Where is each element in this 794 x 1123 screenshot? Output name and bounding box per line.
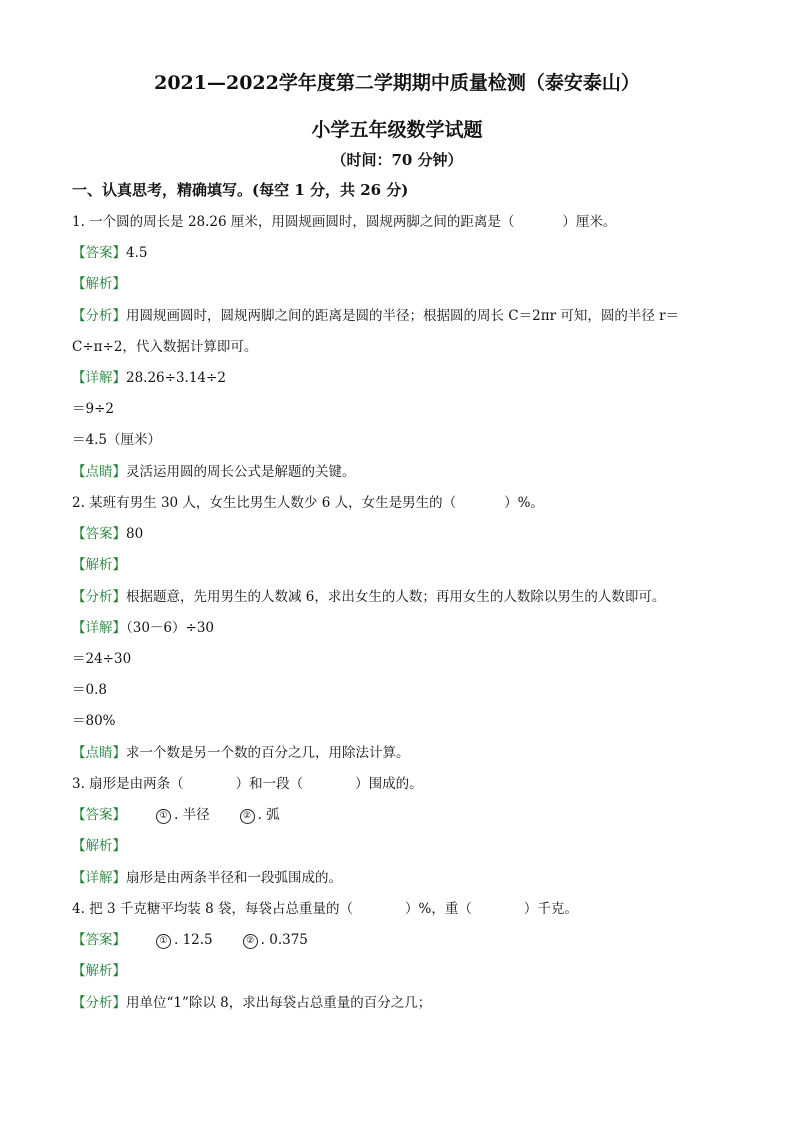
question-2-jiexi	[72, 556, 732, 574]
circled-one-icon: ①	[156, 934, 171, 949]
question-4-jiexi	[72, 962, 732, 980]
fenxi-label: 【分析】	[72, 995, 126, 1011]
question-2-step: ＝80%	[72, 713, 116, 729]
circled-two-icon: ②	[243, 934, 258, 949]
dianjing-label: 【点睛】	[72, 464, 126, 480]
question-3-detail: 【详解】扇形是由两条半径和一段弧围成的。	[72, 870, 342, 886]
question-2-stem: 2. 某班有男生 30 人，女生比男生人数少 6 人，女生是男生的（ ）%。	[72, 495, 544, 511]
answer-label: 【答案】	[72, 526, 126, 542]
question-1-stem: 1. 一个圆的周长是 28.26 厘米，用圆规画圆时，圆规两脚之间的距离是（ ）厘米。	[72, 214, 617, 230]
question-1-analysis-cont: C÷π÷2，代入数据计算即可。	[72, 339, 258, 355]
question-1-detail: 【详解】28.26÷3.14÷2	[72, 370, 226, 386]
question-3-stem: 3. 扇形是由两条（ ）和一段（ ）围成的。	[72, 776, 423, 792]
xiangjie-label: 【详解】	[72, 620, 126, 636]
circled-two-icon: ②	[240, 809, 255, 824]
question-2-tip: 【点睛】求一个数是另一个数的百分之几，用除法计算。	[72, 745, 410, 761]
xiangjie-label: 【详解】	[72, 870, 126, 886]
question-4-answer: 【答案】 ① . 12.5 ② . 0.375	[72, 932, 308, 948]
exam-time: （时间：70 分钟）	[331, 151, 463, 169]
question-2-detail: 【详解】（30－6）÷30	[72, 620, 215, 636]
question-3-jiexi	[72, 837, 732, 855]
circled-one-icon: ①	[156, 809, 171, 824]
document-title: 2021—2022学年度第二学期期中质量检测（泰安泰山）	[154, 72, 640, 94]
fenxi-label: 【分析】	[72, 589, 126, 605]
question-2-step: ＝0.8	[72, 682, 107, 698]
answer-label: 【答案】	[72, 807, 126, 823]
question-1-tip: 【点睛】灵活运用圆的周长公式是解题的关键。	[72, 464, 356, 480]
question-1-step: ＝4.5（厘米）	[72, 432, 161, 448]
section-heading: 一、认真思考，精确填写。(每空 1 分，共 26 分)	[72, 181, 409, 199]
jiexi-label: 【解析】	[72, 963, 126, 979]
question-1-analysis: 【分析】用圆规画圆时，圆规两脚之间的距离是圆的半径；根据圆的周长 C＝2πr 可知，圆的半径 r＝	[72, 308, 680, 324]
document-subtitle: 小学五年级数学试题	[311, 119, 483, 141]
xiangjie-label: 【详解】	[72, 370, 126, 386]
question-4-analysis: 【分析】用单位“1”除以 8，求出每袋占总重量的百分之几；	[72, 995, 432, 1011]
question-1-answer: 【答案】4.5	[72, 245, 148, 261]
jiexi-label: 【解析】	[72, 838, 126, 854]
question-2-answer: 【答案】80	[72, 526, 144, 542]
dianjing-label: 【点睛】	[72, 745, 126, 761]
question-1-step: ＝9÷2	[72, 401, 114, 417]
answer-label: 【答案】	[72, 932, 126, 948]
question-1-jiexi	[72, 275, 732, 293]
question-3-answer: 【答案】 ① . 半径 ② . 弧	[72, 807, 280, 823]
question-2-step: ＝24÷30	[72, 651, 132, 667]
jiexi-label: 【解析】	[72, 557, 126, 573]
answer-label: 【答案】	[72, 245, 126, 261]
jiexi-label: 【解析】	[72, 276, 126, 292]
fenxi-label: 【分析】	[72, 308, 126, 324]
question-4-stem: 4. 把 3 千克糖平均装 8 袋，每袋占总重量的（ ）%，重（ ）千克。	[72, 901, 578, 917]
question-2-analysis: 【分析】根据题意，先用男生的人数减 6，求出女生的人数；再用女生的人数除以男生的人数即可。	[72, 589, 666, 605]
